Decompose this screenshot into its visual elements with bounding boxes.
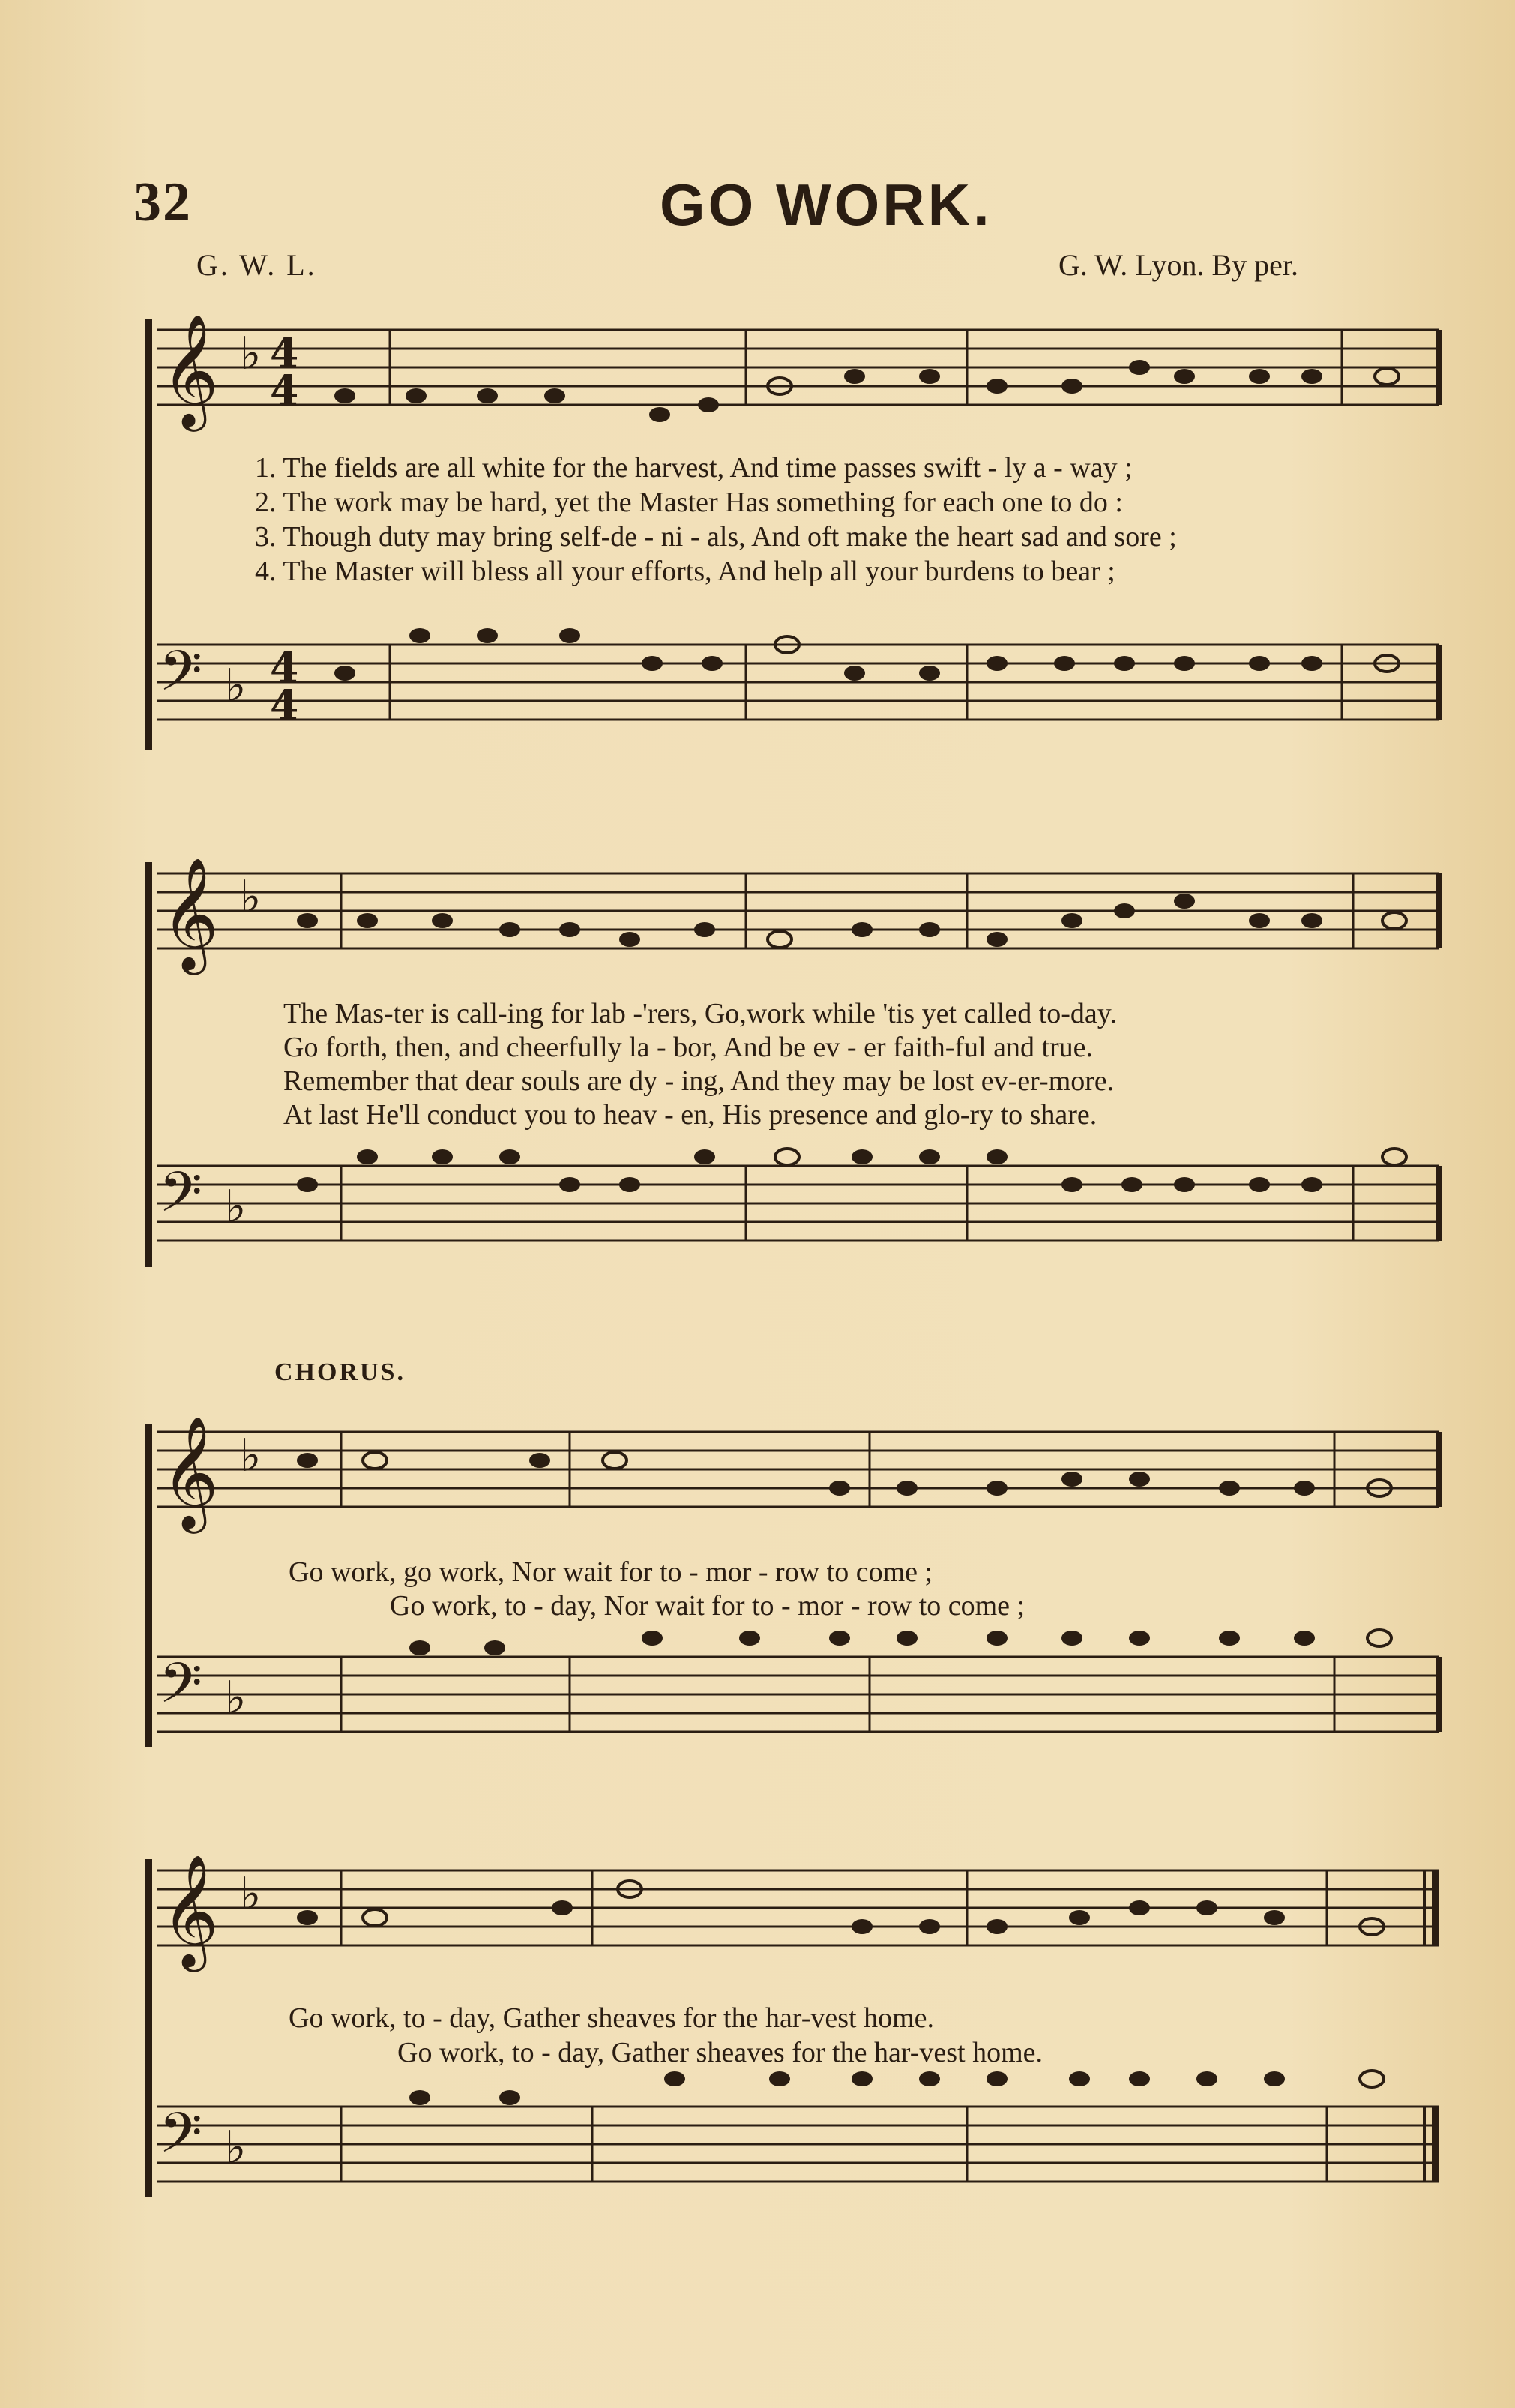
svg-text:𝄞: 𝄞 <box>161 1853 219 1967</box>
chorus-line-4: Go work, to - day, Gather sheaves for the har-vest home. <box>397 2037 1043 2068</box>
verse-line-1: 1. The fields are all white for the harvest, And time passes swift - ly a - way ; <box>255 452 1133 484</box>
svg-text:♭: ♭ <box>240 328 262 380</box>
svg-text:𝄢: 𝄢 <box>159 2101 202 2179</box>
svg-text:♭: ♭ <box>225 1672 247 1724</box>
continuation-line-2: Go forth, then, and cheerfully la - bor, And be ev - er faith-ful and true. <box>283 1032 1094 1063</box>
svg-text:4: 4 <box>270 643 299 692</box>
svg-text:♭: ♭ <box>225 1181 247 1233</box>
continuation-line-4: At last He'll conduct you to heav - en, His presence and glo-ry to share. <box>283 1099 1097 1131</box>
lyricist-credit: G. W. L. <box>196 248 317 282</box>
system-4-notes <box>297 1881 1384 2105</box>
clefs <box>159 313 298 2179</box>
continuation-line-3: Remember that dear souls are dy - ing, And they may be lost ev-er-more. <box>283 1065 1115 1097</box>
svg-text:𝄢: 𝄢 <box>159 1160 202 1238</box>
svg-text:𝄞: 𝄞 <box>161 856 219 970</box>
song-title: GO WORK. <box>660 172 993 238</box>
svg-text:4: 4 <box>270 366 299 415</box>
svg-text:𝄞: 𝄞 <box>161 1415 219 1529</box>
svg-text:♭: ♭ <box>240 1430 262 1482</box>
notes <box>297 360 1406 2105</box>
svg-text:𝄢: 𝄢 <box>159 639 202 717</box>
chorus-label: CHORUS. <box>274 1358 406 1386</box>
page-number: 32 <box>133 172 192 233</box>
chorus-line-3: Go work, to - day, Gather sheaves for the har-vest home. <box>289 2002 934 2034</box>
svg-text:♭: ♭ <box>225 660 247 712</box>
svg-text:♭: ♭ <box>240 871 262 924</box>
svg-text:4: 4 <box>270 681 299 729</box>
svg-text:𝄞: 𝄞 <box>161 313 219 427</box>
svg-text:4: 4 <box>270 328 299 377</box>
continuation-line-1: The Mas-ter is call-ing for lab -'rers, Go,work while 'tis yet called to-day. <box>283 998 1117 1029</box>
bass-staff <box>157 645 1439 720</box>
chorus-line-2: Go work, to - day, Nor wait for to - mor - row to come ; <box>390 1590 1025 1622</box>
verse-line-2: 2. The work may be hard, yet the Master Has something for each one to do : <box>255 487 1123 518</box>
chorus-line-1: Go work, go work, Nor wait for to - mor - row to come ; <box>289 1556 933 1588</box>
svg-text:♭: ♭ <box>225 2122 247 2174</box>
verse-line-3: 3. Though duty may bring self-de - ni - als, And oft make the heart sad and sore ; <box>255 521 1177 553</box>
composer-credit: G. W. Lyon. By per. <box>1058 248 1299 282</box>
verse-line-4: 4. The Master will bless all your efforts, And help all your burdens to bear ; <box>255 556 1115 587</box>
svg-text:♭: ♭ <box>240 1868 262 1921</box>
system-3-notes <box>297 1452 1391 1655</box>
svg-text:𝄢: 𝄢 <box>159 1651 202 1730</box>
